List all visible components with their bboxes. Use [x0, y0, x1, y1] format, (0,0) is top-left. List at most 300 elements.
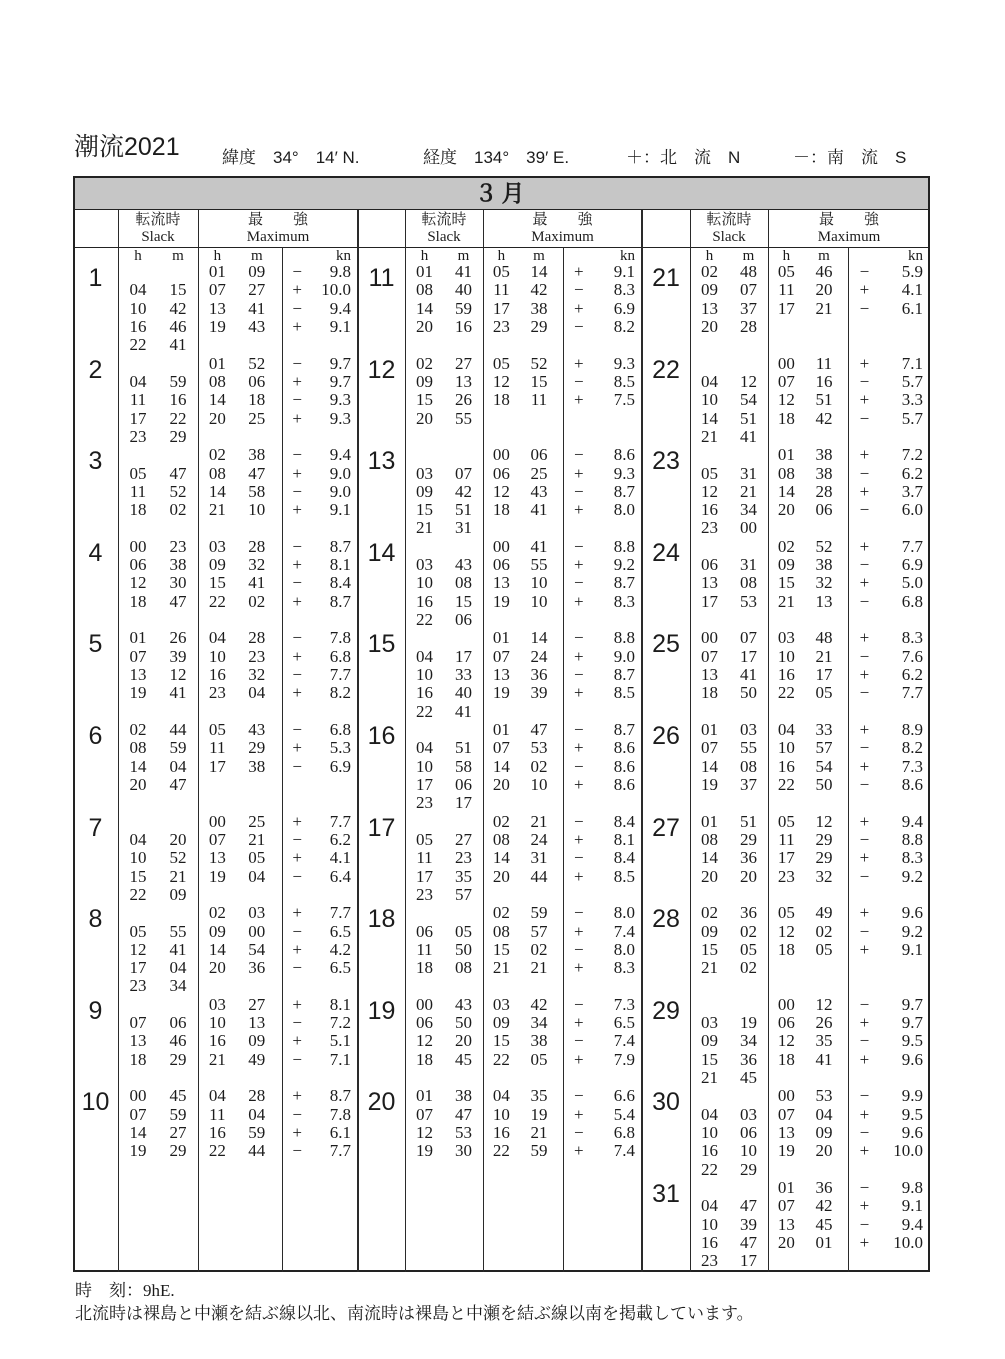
maximum-label-en: Maximum [246, 229, 310, 245]
max-minute: 47 [248, 463, 266, 483]
max-minute: 42 [530, 280, 548, 300]
slack-hour: 07 [129, 1104, 147, 1124]
slack-hour: 08 [701, 829, 718, 849]
max-hour: 15 [208, 573, 226, 593]
max-hour: 09 [208, 555, 226, 575]
hour-unit: h [420, 248, 429, 264]
direction-sign: − [292, 958, 302, 978]
max-hour: 16 [777, 756, 795, 776]
slack-minute: 08 [740, 573, 757, 593]
max-speed: 6.5 [329, 921, 351, 941]
max-minute: 41 [248, 573, 266, 593]
max-minute: 32 [248, 665, 266, 684]
max-speed: 7.4 [613, 921, 635, 941]
direction-sign: − [574, 1123, 584, 1142]
max-hour: 05 [777, 811, 795, 831]
slack-minute: 58 [455, 756, 472, 776]
slack-label-en: Slack [141, 229, 175, 245]
slack-minute: 15 [455, 591, 472, 611]
slack-minute: 33 [455, 665, 472, 684]
max-minute: 25 [248, 811, 266, 831]
slack-hour: 09 [701, 280, 718, 300]
direction-sign: + [859, 573, 870, 593]
max-minute: 38 [248, 445, 266, 465]
direction-sign: − [292, 536, 302, 556]
max-speed: 9.0 [329, 463, 351, 483]
maximum-label-jp: 最 強 [247, 212, 308, 228]
slack-minute: 47 [169, 591, 187, 611]
slack-minute: 52 [169, 848, 187, 868]
direction-sign: + [859, 1049, 870, 1069]
max-minute: 28 [815, 481, 833, 501]
slack-hour: 01 [416, 1086, 433, 1106]
max-hour: 13 [492, 665, 510, 684]
max-minute: 00 [248, 921, 266, 941]
max-minute: 05 [530, 1049, 548, 1069]
max-minute: 57 [815, 738, 833, 758]
max-hour: 00 [777, 1086, 795, 1106]
slack-hour: 19 [129, 683, 147, 703]
direction-sign: + [859, 1232, 870, 1252]
slack-hour: 19 [701, 774, 718, 794]
day-number: 12 [367, 355, 396, 384]
max-minute: 28 [248, 628, 266, 648]
slack-hour: 10 [416, 665, 433, 684]
max-hour: 02 [208, 903, 226, 923]
max-speed: 8.6 [613, 445, 635, 465]
slack-hour: 01 [701, 811, 718, 831]
max-hour: 00 [492, 536, 510, 556]
slack-minute: 17 [740, 646, 757, 666]
max-hour: 16 [777, 665, 795, 684]
minute-unit: m [818, 248, 830, 264]
slack-hour: 05 [129, 921, 147, 941]
slack-hour: 18 [416, 958, 433, 978]
slack-minute: 17 [455, 793, 472, 813]
direction-sign: + [292, 280, 302, 300]
slack-hour: 21 [701, 1068, 718, 1087]
direction-sign: + [574, 298, 584, 318]
max-speed: 8.3 [613, 280, 635, 300]
max-minute: 41 [530, 536, 548, 556]
slack-minute: 19 [740, 1013, 757, 1033]
direction-sign: + [574, 683, 584, 703]
max-hour: 17 [777, 298, 795, 318]
max-hour: 07 [208, 280, 226, 300]
slack-hour: 16 [701, 500, 718, 520]
slack-minute: 50 [740, 683, 757, 703]
column-rule [198, 210, 199, 1272]
max-hour: 08 [492, 921, 510, 941]
slack-hour: 17 [416, 866, 433, 886]
slack-hour: 09 [701, 1031, 718, 1051]
max-hour: 20 [492, 774, 510, 794]
max-minute: 41 [530, 500, 548, 520]
max-speed: 6.5 [613, 1013, 635, 1033]
max-minute: 28 [248, 1086, 266, 1106]
slack-minute: 06 [455, 774, 472, 794]
day-number: 29 [652, 996, 680, 1025]
max-minute: 32 [815, 866, 833, 886]
max-minute: 34 [530, 1013, 548, 1033]
slack-hour: 07 [701, 646, 718, 666]
max-speed: 7.5 [613, 390, 635, 410]
day-number: 9 [88, 996, 103, 1025]
slack-minute: 29 [169, 1141, 187, 1161]
max-minute: 36 [248, 958, 266, 978]
max-minute: 46 [815, 262, 833, 281]
slack-hour: 22 [129, 884, 147, 904]
max-speed: 8.0 [613, 500, 635, 520]
max-speed: 6.8 [901, 591, 923, 611]
slack-hour: 14 [129, 756, 147, 776]
slack-minute: 35 [455, 866, 472, 886]
slack-minute: 09 [169, 884, 187, 904]
max-minute: 42 [815, 1196, 833, 1216]
max-minute: 52 [815, 536, 833, 556]
max-speed: 8.7 [613, 720, 635, 739]
slack-minute: 47 [455, 1104, 472, 1124]
max-hour: 03 [492, 994, 510, 1014]
direction-sign: − [292, 829, 302, 849]
slack-hour: 04 [129, 371, 147, 391]
max-speed: 9.3 [329, 390, 351, 410]
day-number: 7 [88, 813, 103, 842]
max-minute: 29 [530, 316, 548, 336]
slack-hour: 07 [701, 738, 718, 758]
max-speed: 6.5 [329, 958, 351, 978]
max-hour: 15 [492, 939, 510, 959]
max-minute: 39 [530, 683, 548, 703]
slack-minute: 51 [740, 408, 757, 428]
max-hour: 01 [492, 720, 510, 739]
direction-sign: + [292, 738, 302, 758]
slack-hour: 00 [129, 536, 147, 556]
max-speed: 7.2 [901, 445, 923, 465]
max-speed: 9.5 [901, 1104, 923, 1124]
max-hour: 01 [777, 445, 795, 465]
direction-sign: − [574, 481, 584, 501]
max-minute: 35 [815, 1031, 833, 1051]
slack-minute: 21 [169, 866, 187, 886]
max-minute: 29 [248, 738, 266, 758]
slack-minute: 07 [740, 280, 757, 300]
max-speed: 8.2 [613, 316, 635, 336]
day-number: 19 [367, 996, 396, 1025]
direction-sign: − [859, 463, 870, 483]
slack-minute: 59 [455, 298, 472, 318]
slack-minute: 45 [169, 1086, 187, 1106]
max-minute: 10 [530, 573, 548, 593]
max-hour: 10 [777, 738, 795, 758]
max-minute: 24 [530, 646, 548, 666]
slack-minute: 43 [455, 994, 472, 1014]
max-minute: 02 [530, 939, 548, 959]
slack-hour: 03 [416, 463, 433, 483]
max-speed: 8.5 [613, 683, 635, 703]
minute-unit: m [457, 248, 470, 264]
direction-sign: + [292, 408, 302, 428]
slack-hour: 00 [129, 1086, 147, 1106]
max-minute: 43 [248, 720, 266, 739]
max-minute: 44 [530, 866, 548, 886]
max-hour: 07 [777, 1196, 795, 1216]
slack-hour: 01 [129, 628, 147, 648]
max-minute: 32 [815, 573, 833, 593]
slack-hour: 17 [129, 958, 147, 978]
slack-hour: 15 [416, 390, 433, 410]
direction-sign: − [574, 628, 584, 648]
direction-sign: − [292, 628, 302, 648]
max-hour: 00 [777, 994, 795, 1014]
direction-sign: − [292, 262, 302, 281]
max-speed: 8.3 [613, 958, 635, 978]
slack-minute: 36 [740, 1049, 757, 1069]
slack-minute: 38 [169, 555, 187, 575]
max-hour: 02 [492, 811, 510, 831]
max-minute: 38 [815, 555, 833, 575]
slack-hour: 08 [129, 738, 147, 758]
max-speed: 9.1 [329, 316, 351, 336]
direction-sign: − [859, 591, 870, 611]
direction-sign: + [859, 848, 870, 868]
direction-sign: + [574, 591, 584, 611]
max-minute: 12 [815, 811, 833, 831]
direction-sign: − [292, 866, 302, 886]
slack-hour: 10 [701, 1123, 718, 1142]
slack-minute: 20 [455, 1031, 472, 1051]
max-minute: 21 [815, 298, 833, 318]
slack-hour: 02 [701, 903, 718, 923]
slack-hour: 14 [701, 408, 718, 428]
max-minute: 06 [530, 445, 548, 465]
max-minute: 31 [530, 848, 548, 868]
max-hour: 08 [208, 463, 226, 483]
max-minute: 29 [815, 848, 833, 868]
max-hour: 17 [492, 298, 510, 318]
max-hour: 18 [777, 408, 795, 428]
max-minute: 23 [248, 646, 266, 666]
slack-minute: 41 [740, 665, 757, 684]
max-hour: 12 [492, 481, 510, 501]
max-hour: 19 [777, 1141, 795, 1161]
max-minute: 27 [248, 280, 266, 300]
max-hour: 11 [209, 1104, 226, 1124]
south-flow-legend: －：南 流 S [793, 148, 907, 167]
day-number: 13 [367, 447, 396, 476]
max-hour: 13 [208, 848, 226, 868]
direction-sign: − [574, 903, 584, 923]
max-hour: 13 [208, 298, 226, 318]
max-minute: 02 [530, 756, 548, 776]
direction-sign: + [574, 738, 584, 758]
max-speed: 7.7 [329, 903, 351, 923]
max-hour: 05 [492, 262, 510, 281]
max-speed: 8.7 [613, 665, 635, 684]
maximum-label-en: Maximum [531, 229, 594, 245]
day-number: 10 [81, 1088, 110, 1117]
slack-minute: 30 [455, 1141, 472, 1161]
max-speed: 8.7 [613, 481, 635, 501]
day-number: 11 [368, 264, 395, 292]
slack-minute: 34 [740, 1031, 757, 1051]
max-hour: 17 [777, 848, 795, 868]
max-speed: 9.4 [901, 1214, 923, 1234]
max-minute: 26 [815, 1013, 833, 1033]
area-note: 北流時は裸島と中瀬を結ぶ線以北、南流時は裸島と中瀬を結ぶ線以南を掲載しています。 [75, 1304, 754, 1323]
slack-hour: 23 [129, 426, 147, 446]
max-speed: 10.0 [893, 1232, 923, 1252]
max-hour: 22 [492, 1049, 510, 1069]
direction-sign: − [859, 1214, 870, 1234]
direction-sign: − [574, 939, 584, 959]
slack-hour: 15 [701, 1049, 718, 1069]
day-number: 17 [367, 813, 396, 842]
slack-hour: 12 [416, 1123, 433, 1142]
max-speed: 9.6 [901, 1123, 923, 1142]
max-speed: 7.1 [901, 353, 923, 373]
max-minute: 51 [815, 390, 833, 410]
slack-hour: 00 [416, 994, 433, 1014]
max-hour: 19 [208, 316, 226, 336]
max-hour: 10 [208, 1013, 226, 1033]
direction-sign: + [292, 316, 302, 336]
direction-sign: + [292, 811, 302, 831]
max-minute: 05 [248, 848, 266, 868]
direction-sign: − [859, 298, 870, 318]
slack-label-jp: 転流時 [706, 212, 752, 228]
direction-sign: − [292, 573, 302, 593]
slack-minute: 02 [740, 958, 757, 978]
slack-hour: 06 [416, 921, 433, 941]
slack-minute: 16 [455, 316, 472, 336]
max-hour: 18 [777, 1049, 795, 1069]
hour-unit: h [497, 248, 506, 264]
max-speed: 8.5 [613, 371, 635, 391]
max-speed: 6.1 [901, 298, 923, 318]
direction-sign: − [859, 646, 870, 666]
max-speed: 9.6 [901, 903, 923, 923]
max-hour: 07 [208, 829, 226, 849]
direction-sign: − [574, 573, 584, 593]
max-speed: 9.1 [901, 1196, 923, 1216]
max-speed: 8.5 [613, 866, 635, 886]
direction-sign: + [574, 921, 584, 941]
slack-minute: 20 [169, 829, 187, 849]
max-speed: 7.7 [329, 665, 351, 684]
slack-hour: 10 [129, 848, 147, 868]
direction-sign: − [574, 445, 584, 465]
hour-unit: h [134, 248, 142, 264]
hour-unit: h [705, 248, 714, 264]
max-hour: 21 [777, 591, 795, 611]
direction-sign: + [859, 756, 870, 776]
day-number: 3 [88, 447, 103, 476]
slack-hour: 17 [701, 591, 718, 611]
slack-minute: 27 [455, 353, 472, 373]
direction-sign: + [292, 555, 302, 575]
column-rule [405, 210, 406, 1272]
max-speed: 9.3 [329, 408, 351, 428]
max-speed: 9.4 [329, 298, 351, 318]
max-minute: 58 [248, 481, 266, 501]
max-hour: 16 [208, 1031, 226, 1051]
slack-minute: 12 [169, 665, 187, 684]
max-minute: 32 [248, 555, 266, 575]
slack-minute: 51 [455, 738, 472, 758]
slack-hour: 04 [416, 738, 433, 758]
max-minute: 59 [248, 1123, 266, 1142]
direction-sign: + [859, 720, 870, 739]
slack-hour: 19 [129, 1141, 147, 1161]
max-hour: 11 [778, 829, 795, 849]
max-minute: 14 [530, 262, 548, 281]
slack-hour: 13 [129, 1031, 147, 1051]
direction-sign: + [859, 481, 870, 501]
slack-minute: 31 [455, 518, 472, 538]
max-minute: 41 [815, 1049, 833, 1069]
slack-label-en: Slack [427, 229, 461, 245]
direction-sign: + [574, 646, 584, 666]
max-hour: 01 [777, 1178, 795, 1197]
slack-minute: 47 [169, 774, 187, 794]
day-number: 14 [367, 538, 396, 567]
slack-minute: 53 [740, 591, 757, 611]
slack-hour: 07 [416, 1104, 433, 1124]
max-speed: 8.8 [613, 628, 635, 648]
day-number: 23 [652, 447, 680, 476]
max-minute: 17 [815, 665, 833, 684]
max-hour: 04 [208, 1086, 226, 1106]
slack-hour: 23 [416, 884, 433, 904]
slack-minute: 40 [455, 280, 472, 300]
direction-sign: + [859, 1104, 870, 1124]
max-minute: 36 [530, 665, 548, 684]
slack-hour: 01 [701, 720, 718, 739]
slack-minute: 16 [169, 390, 187, 410]
hour-unit: h [782, 248, 791, 264]
max-hour: 18 [777, 939, 795, 959]
direction-sign: + [574, 1104, 584, 1124]
direction-sign: + [859, 628, 870, 648]
direction-sign: − [574, 756, 584, 776]
direction-sign: − [292, 1049, 302, 1069]
direction-sign: + [574, 1049, 584, 1069]
max-minute: 21 [815, 646, 833, 666]
slack-minute: 57 [455, 884, 472, 904]
max-minute: 43 [248, 316, 266, 336]
max-hour: 18 [492, 500, 510, 520]
slack-hour: 03 [416, 555, 433, 575]
slack-hour: 15 [701, 939, 718, 959]
direction-sign: + [859, 665, 870, 684]
slack-minute: 46 [169, 316, 187, 336]
direction-sign: − [292, 481, 302, 501]
maximum-label-jp: 最 強 [532, 212, 593, 228]
day-number: 16 [367, 722, 396, 750]
slack-hour: 19 [416, 1141, 433, 1161]
slack-hour: 03 [701, 1013, 718, 1033]
direction-sign: + [859, 353, 870, 373]
max-hour: 14 [492, 756, 510, 776]
max-hour: 02 [777, 536, 795, 556]
max-hour: 23 [777, 866, 795, 886]
slack-minute: 39 [169, 646, 187, 666]
slack-minute: 47 [740, 1232, 757, 1252]
max-minute: 10 [530, 774, 548, 794]
slack-minute: 46 [169, 1031, 187, 1051]
direction-sign: − [292, 1104, 302, 1124]
